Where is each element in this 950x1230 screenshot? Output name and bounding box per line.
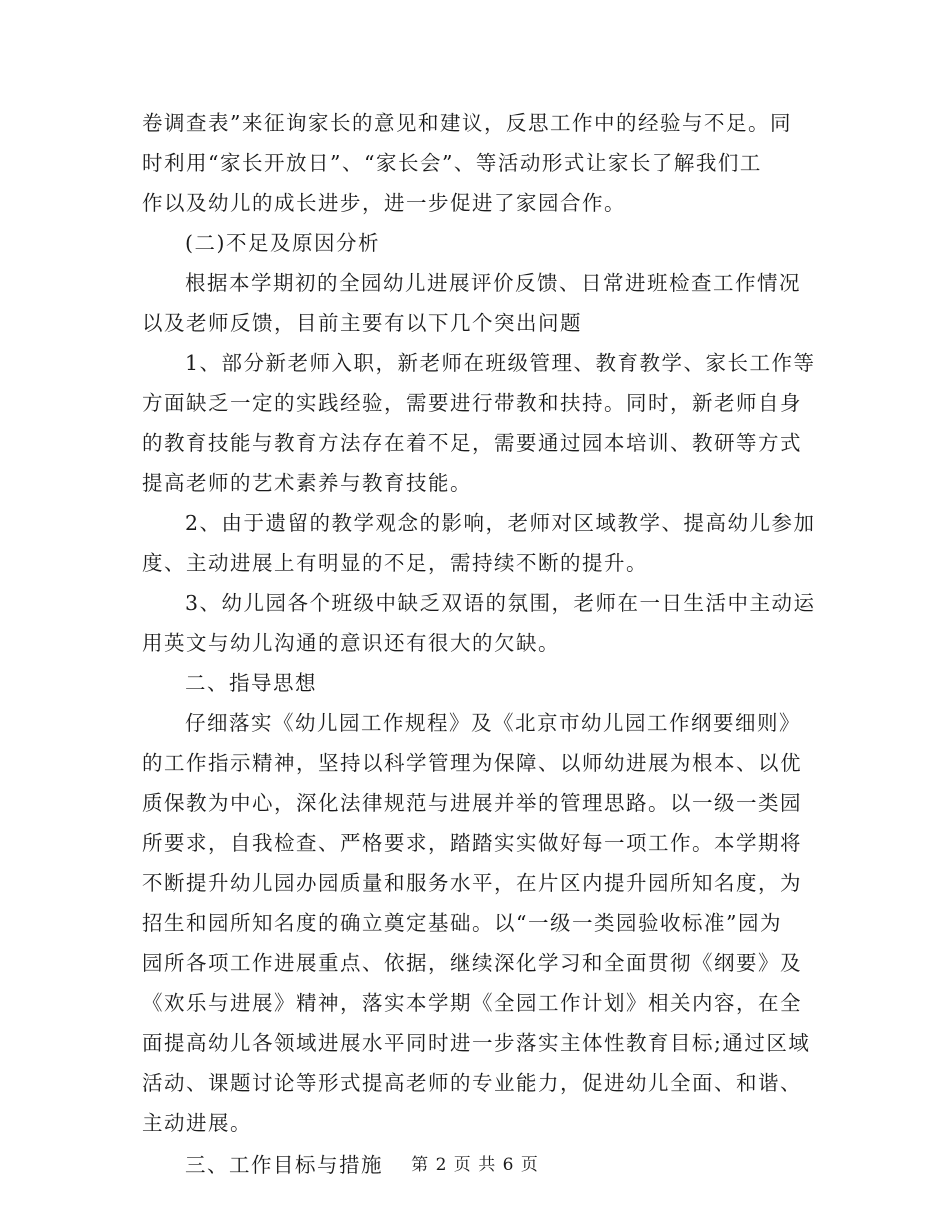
section-heading: 二、指导思想	[185, 671, 317, 695]
text-line: 不断提升幼儿园办园质量和服务水平，在片区内提升园所知名度，为	[142, 871, 802, 895]
text-line: 方面缺乏一定的实践经验，需要进行带教和扶持。同时，新老师自身	[142, 391, 802, 415]
text-line: 的教育技能与教育方法存在着不足，需要通过园本培训、教研等方式	[142, 431, 802, 455]
text-line: 活动、课题讨论等形式提高老师的专业能力，促进幼儿全面、和谐、	[142, 1071, 802, 1095]
text-line: 《欢乐与进展》精神，落实本学期《全园工作计划》相关内容，在全	[142, 991, 802, 1015]
text-line: 所要求，自我检查、严格要求，踏踏实实做好每一项工作。本学期将	[142, 831, 802, 855]
text-line: 作以及幼儿的成长进步，进一步促进了家园合作。	[142, 191, 626, 215]
text-line: 提高老师的艺术素养与教育技能。	[142, 471, 472, 495]
section-heading: (二)不足及原因分析	[185, 231, 380, 255]
text-line: 以及老师反馈，目前主要有以下几个突出问题	[142, 311, 582, 335]
text-line: 度、主动进展上有明显的不足，需持续不断的提升。	[142, 551, 648, 575]
text-line: 招生和园所知名度的确立奠定基础。以“一级一类园验收标准”园为	[142, 911, 782, 935]
page-footer: 第 2 页 共 6 页	[411, 1155, 539, 1175]
text-line: 2、由于遗留的教学观念的影响，老师对区域教学、提高幼儿参加	[185, 511, 816, 535]
text-line: 的工作指示精神，坚持以科学管理为保障、以师幼进展为根本、以优	[142, 751, 802, 775]
text-line: 主动进展。	[142, 1111, 252, 1135]
text-line: 时利用“家长开放日”、“家长会”、等活动形式让家长了解我们工	[142, 151, 762, 175]
section-heading: 三、工作目标与措施	[185, 1153, 383, 1177]
text-line: 卷调查表”来征询家长的意见和建议，反思工作中的经验与不足。同	[142, 111, 792, 135]
text-line: 用英文与幼儿沟通的意识还有很大的欠缺。	[142, 631, 560, 655]
text-line: 质保教为中心，深化法律规范与进展并举的管理思路。以一级一类园	[142, 791, 802, 815]
text-line: 面提高幼儿各领域进展水平同时进一步落实主体性教育目标;通过区域	[142, 1031, 811, 1055]
text-line: 仔细落实《幼儿园工作规程》及《北京市幼儿园工作纲要细则》	[185, 711, 801, 735]
text-line: 根据本学期初的全园幼儿进展评价反馈、日常进班检查工作情况	[185, 271, 801, 295]
text-line: 1、部分新老师入职，新老师在班级管理、教育教学、家长工作等	[185, 351, 816, 375]
text-line: 3、幼儿园各个班级中缺乏双语的氛围，老师在一日生活中主动运	[185, 591, 816, 615]
text-line: 园所各项工作进展重点、依据，继续深化学习和全面贯彻《纲要》及	[142, 951, 802, 975]
